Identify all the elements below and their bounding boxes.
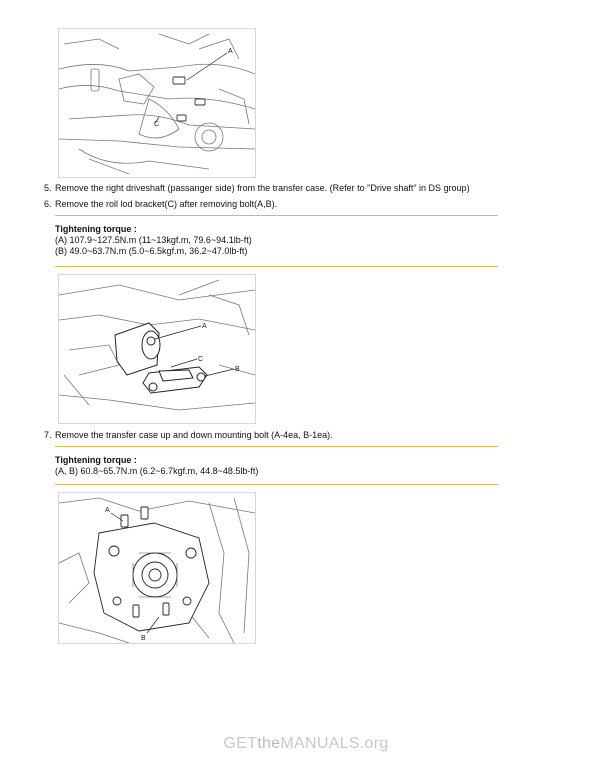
torque-block-2-line-ab: (A, B) 60.8~65.7N.m (6.2~6.7kgf.m, 44.8~48.5lb-ft) [55,466,259,476]
figure-driveshaft-bolt-drawing [59,29,255,177]
figure-driveshaft-bolt [58,28,256,178]
footer-part-the: the [257,735,281,752]
step-7 [44,430,333,441]
footer-part-get: GET [223,735,258,752]
figure-transfer-case-drawing [59,493,255,643]
figure-3-label-a: A [105,507,110,514]
torque-block-1-title: Tightening torque : [55,224,137,234]
torque-block-1-line-a: (A) 107.9~127.5N.m (11~13kgf.m, 79.6~94.1lb-ft) [55,235,252,245]
footer-part-manuals: MANUALS.org [280,735,389,752]
figure-2-label-a: A [202,323,207,330]
figure-transfer-case [58,492,256,644]
figure-1-label-a: A [228,48,233,55]
step-5-text: Remove the right driveshaft (passanger side) from the transfer case. (Refer to "Drive shaft" in DS group) [55,183,470,193]
torque-block-2 [55,446,498,485]
step-5-number: 5. [44,183,52,193]
step-6 [44,199,277,210]
step-7-number: 7. [44,430,52,440]
figure-2-label-b: B [235,366,240,373]
torque-block-1 [55,215,498,267]
torque-block-2-title: Tightening torque : [55,455,137,465]
figure-roll-rod-bracket-drawing [59,275,255,423]
step-7-text: Remove the transfer case up and down mounting bolt (A-4ea, B-1ea). [55,430,333,440]
torque-block-1-line-b: (B) 49.0~63.7N.m (5.0~6.5kgf.m, 36.2~47.0lb-ft) [55,246,248,256]
figure-roll-rod-bracket [58,274,256,424]
step-6-number: 6. [44,199,52,209]
step-6-text: Remove the roll lod bracket(C) after removing bolt(A,B). [55,199,278,209]
figure-2-label-c: C [198,356,204,363]
step-5 [44,183,470,194]
figure-3-label-b: B [141,635,146,642]
figure-1-label-c: C [154,121,160,128]
footer-watermark [0,735,612,753]
